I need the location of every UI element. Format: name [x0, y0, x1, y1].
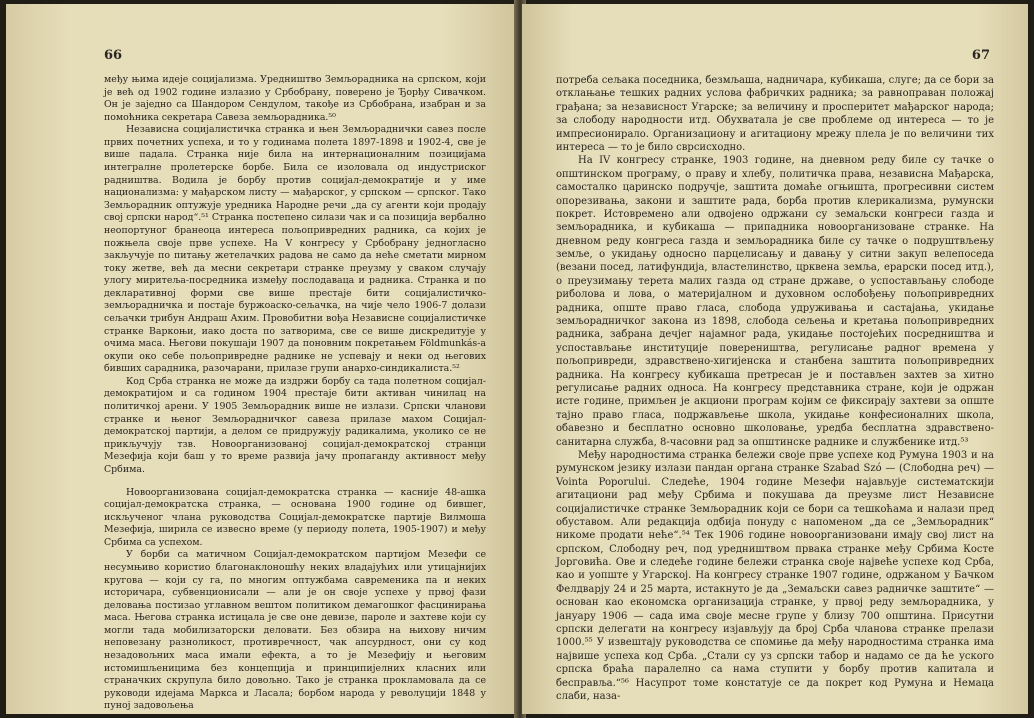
page-number: 67 [971, 48, 990, 63]
paragraph: Међу народностима странка бележи своје прве успехе код Румуна 1903 и на румунском језику излази пандан органа странке Szabad Szó — (Слободна реч) — Vointa Poporului. Следеће, 1904 године Мезефи најављује систематскији агитациони рад међу Србима и покушава да преузме лист Независне социјалистичке странке Земљорадник који се бори са тешкоћама и налази пред обуставом. Али редакција одбија понуду с напоменом „да се „Земљорадник“ никоме продати неће“.⁵⁴ Тек 1906 године новоорганизовани имају свој лист на српском, Слободну реч, под уредништвом првака странке међу Србима Косте Јорговића. Ове и следеће године бележи странка своје највеће успехе код Срба, као и уопште у Угарској. На конгресу странке 1907 године, одржаном у Бачком Фелдварју 24 и 25 марта, истакнуто је да „Земаљски савез радничке заштите“ — основан као економска организација странке, у првој реду земљорадника, у јануару 1906 — сада има своје месне групе у близу 700 општина. Присутни српски делегати на конгресу изјављују да број Срба чланова странке прелази 1000.⁵⁵ У извештају руководства се спомиње да међу народностима странка има највише успеха код Срба. „Стали су уз српски табор и надамо се да ће уского српска браћа паралелно са нама ступити у борбу против капитала и бесправља.“⁵⁶ Насупрот томе констатује се да покрет код Румуна и Немаца слаби, наза- [556, 449, 994, 702]
right-page [522, 4, 1028, 714]
paragraph: На IV конгресу странке, 1903 године, на дневном реду биле су тачке о општинском програму, о праву и хлебу, политичка права, независна Мађарска, самосталко царинско подручје, заштита домаће огњишта, прогресивни систем опорезивања, закони и заштите рада, борба против клерикализма, румунски покрет. Истовремено али одвојено одржани су земаљски конгреси газда и земљорадника, и кубикаша — припадника новоорганизоване странке. На дневном реду конгреса газда и земљорадника биле су тачке о подруштвљењу земље, о укидању односно парцелисању и давању у ситни закуп велепоседа (везани посед, латифундија, властелинство, црквена земља, ерарски посед итд.), о преузимању терета малих газда од стране државе, о успостављању слободе риболова и лова, о материјалном и духовном ослобођењу пољопривредних радника, опште право гласа, слобода удруживања и састајања, укидање земљорадничког закона из 1898, слобода сељења и кретања пољопривредних радника, забрана дечјег најамног рада, укидање постојећих посредништва и успостављање институције повереништва, регулисање радног времена у пољопривреди, здравствено-хигијенска и станбена заштита пољопривредних радника. На конгресу кубикаша претресан је и постављен захтев за хитно регулисање радних односа. На конгресу представника стране, који је одржан исте године, примљен је акциони програм којим се фиксирају захтеви за опште тајно право гласа, подржављење школа, укидање конфесионалних школа, обавезно и бесплатно основно школовање, уредба бесплатна здравствено-санитарна служба, 8-часовни рад за општинске раднике и службенике итд.⁵³ [556, 155, 994, 448]
page-body [104, 74, 486, 713]
paragraph: међу њима идеје социјализма. Уредништво Земљорадника на српском, који је већ од 1902 године излазио у Србобрану, поверено је Ђорђу Сивачком. Он је заједно са Шандором Сендулом, такође из Србобрана, изабран и за помоћника секретара Савеза земљорадника.⁵⁰ [104, 74, 486, 123]
left-page [6, 4, 518, 714]
paragraph: Код Срба странка не може да издржи борбу са тада полетном социјал-демократијом и са годином 1904 престаје бити активан чинилац на политичкој арени. У 1905 Земљорадник више не излази. Српски чланови странке и њеног Земљорадничког савеза прилазе махом Социјал-демократској партији, а делом се придружују радикалима, уколико се не прикључују тзв. Новоорганизованој социјал-демократској странци Мезефија који баш у то време развија јачу пропаганду активност међу Србима. [104, 375, 486, 475]
paragraph: Новоорганизована социјал-демократска странка — касније 48-ашка социјал-демократска странка, — основана 1900 године од бившег, искљученог члана руководства Социјал-демократске партије Вилмоша Мезефија, ширила се извесно време (у периоду полета, 1905-1907) и међу Србима са успехом. [104, 486, 486, 548]
paragraph: У борби са матичном Социјал-демократском партијом Мезефи се несумњиво користио благонаклоношћу неких владајућих или утицајнијих кругова — који су га, по многим оптужбама савременика па и неких историчара, субвенционисали — али је он своје успехе у првој фази деловања постизао углавном вештом политиком демагошког фасцинирања маса. Његова странка истицала је све оне девизе, пароле и захтеве који су могли тада мобилизаторски деловати. Без обзира на њихову ничим неповезану разноликост, противречност, чак апсурдност, они су код незадовољних маса имали ефекта, а то је Мезефију и његовим истомишљеницима без концепција и принципијелних класних или страначких скрупула било довољно. Тако је странка прокламовала да се руководи идејама Маркса и Ласала; борбом народа у револуцији 1848 у пуној задовољења [104, 549, 486, 712]
page-number: 66 [104, 48, 123, 63]
paragraph: Независна социјалистичка странка и њен Земљораднички савез после првих почетних успеха, и то у годинама полета 1897-1898 и 1902-4, све је више падала. Странка није била на интернационалним позицијама интегралне пролетерске борбе. Била се изоловала од индустриског радништва. Водила је борбу против социјал-демократије и у име национализма: у мађарском листу — мађарског, у српском — српског. Тако Земљорадник оптужује уредника Народне речи „да су агенти који продају свој српски народ“.⁵¹ Странка постепено силази чак и са позиција вербално неопортуног бранеоца интереса пољопривредних радника, са којих је пожњела своје прве успехе. На V конгресу у Србобрану једногласно закључује по питању жетелачких радова не само да неће сметати мирном току жетве, већ да месни секретари странке преузму у сваком случају улогу миритеља-посредника између послодаваца и радника. Странка и по декларативној форми све више престаје бити социјалистичко-земљорадничка и постаје буржоаско-сељачка, на чије чело 1906-7 долази сељачки трибун Андраш Ахим. Провобитни вођа Независне социјалистичке странке Варкоњи, иако доста по затворима, све се више дискредитује у очима маса. Његови покушаји 1907 да поновним покретањем Földmunkás-а окупи око себе пољопривредне раднике не успевају и неки од његових бивших сарадника, разочарани, прилазе групи анархо-синдикалиста.⁵² [104, 124, 486, 375]
page-body [556, 74, 994, 703]
paragraph: потреба сељака поседника, безмљаша, надничара, кубикаша, слуге; да се бори за отклањање тешких радних услова фабричких радника; за равноправан положај грађана; за независност Угарске; за величину и просперитет мађарског народа; за слободу народности итд. Обухватала је све проблеме од интереса — то је импресионирало. Организациону и агитациону мрежу плела је по величини тих интереса — то је било сврсисходно. [556, 75, 994, 153]
